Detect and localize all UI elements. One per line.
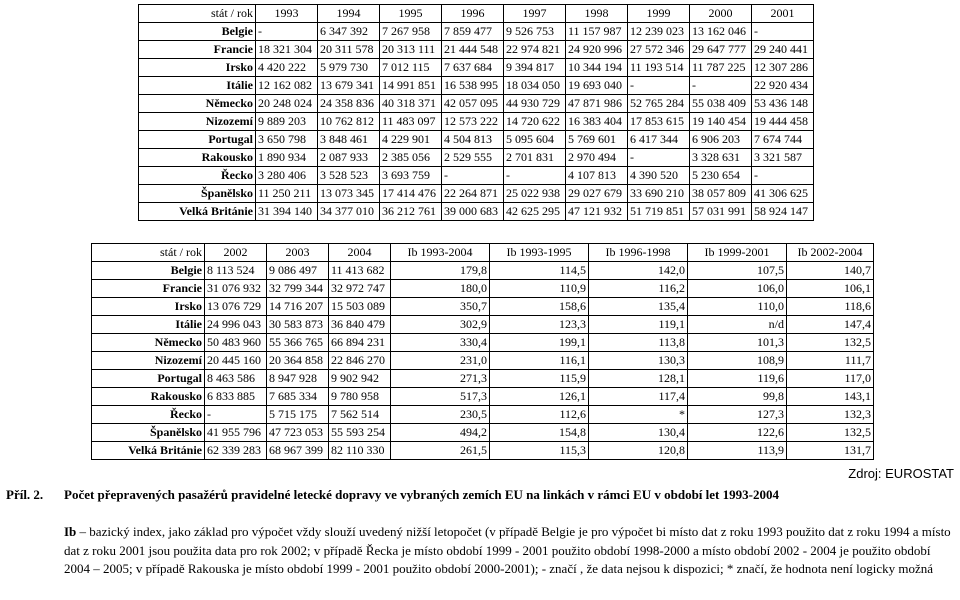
value-cell: 5 979 730 — [318, 59, 380, 77]
index-cell: 140,7 — [787, 262, 874, 280]
value-cell: 3 528 523 — [318, 167, 380, 185]
value-cell: 24 996 043 — [205, 316, 267, 334]
value-cell: 5 095 604 — [504, 131, 566, 149]
table2-column-header: 2002 — [205, 244, 267, 262]
value-cell: - — [690, 77, 752, 95]
table1-year-header: 1996 — [442, 5, 504, 23]
value-cell: 7 674 744 — [752, 131, 814, 149]
country-cell: Německo — [139, 95, 256, 113]
table2-column-header: Ib 1999-2001 — [688, 244, 787, 262]
country-cell: Velká Británie — [92, 442, 205, 460]
value-cell: 9 780 958 — [329, 388, 391, 406]
table1-year-header: 1998 — [566, 5, 628, 23]
country-cell: Řecko — [92, 406, 205, 424]
table-row — [139, 113, 814, 131]
index-cell: 120,8 — [589, 442, 688, 460]
index-cell: 106,0 — [688, 280, 787, 298]
index-cell: 230,5 — [391, 406, 490, 424]
index-cell: 132,5 — [787, 424, 874, 442]
value-cell: 34 377 010 — [318, 203, 380, 221]
value-cell: 7 637 684 — [442, 59, 504, 77]
index-cell: 350,7 — [391, 298, 490, 316]
table-row — [139, 149, 814, 167]
index-cell: 143,1 — [787, 388, 874, 406]
value-cell: 9 526 753 — [504, 23, 566, 41]
index-cell: 112,6 — [490, 406, 589, 424]
country-cell: Nizozemí — [139, 113, 256, 131]
value-cell: 7 012 115 — [380, 59, 442, 77]
value-cell: 8 947 928 — [267, 370, 329, 388]
value-cell: 5 230 654 — [690, 167, 752, 185]
value-cell: 47 121 932 — [566, 203, 628, 221]
value-cell: 18 321 304 — [256, 41, 318, 59]
value-cell: - — [504, 167, 566, 185]
value-cell: 13 679 341 — [318, 77, 380, 95]
value-cell: 20 364 858 — [267, 352, 329, 370]
value-cell: 3 848 461 — [318, 131, 380, 149]
index-cell: 115,3 — [490, 442, 589, 460]
value-cell: 5 769 601 — [566, 131, 628, 149]
index-cell: 107,5 — [688, 262, 787, 280]
table-row — [92, 352, 874, 370]
value-cell: 41 306 625 — [752, 185, 814, 203]
table-row — [92, 388, 874, 406]
value-cell: 4 107 813 — [566, 167, 628, 185]
source-note: Zdroj: EUROSTAT — [848, 466, 954, 481]
value-cell: 12 573 222 — [442, 113, 504, 131]
value-cell: - — [628, 77, 690, 95]
table-row — [92, 334, 874, 352]
country-cell: Portugal — [139, 131, 256, 149]
value-cell: 22 920 434 — [752, 77, 814, 95]
country-cell: Itálie — [92, 316, 205, 334]
value-cell: 39 000 683 — [442, 203, 504, 221]
table1-year-header: 1997 — [504, 5, 566, 23]
value-cell: 52 765 284 — [628, 95, 690, 113]
passengers-table-1993-2001 — [138, 4, 814, 221]
value-cell: 9 902 942 — [329, 370, 391, 388]
value-cell: 29 647 777 — [690, 41, 752, 59]
value-cell: 40 318 371 — [380, 95, 442, 113]
table-row — [139, 23, 814, 41]
passengers-table-2002-2004-indices — [91, 243, 874, 460]
index-cell: 116,1 — [490, 352, 589, 370]
value-cell: 27 572 346 — [628, 41, 690, 59]
table2-column-header: Ib 1996-1998 — [589, 244, 688, 262]
value-cell: 55 366 765 — [267, 334, 329, 352]
index-cell: n/d — [688, 316, 787, 334]
index-cell: 114,5 — [490, 262, 589, 280]
table-row — [139, 203, 814, 221]
value-cell: 19 693 040 — [566, 77, 628, 95]
index-cell: 135,4 — [589, 298, 688, 316]
table-row — [92, 262, 874, 280]
table-row — [92, 316, 874, 334]
value-cell: 4 504 813 — [442, 131, 504, 149]
table2-column-header: 2003 — [267, 244, 329, 262]
table2-corner-label: stát / rok — [92, 244, 205, 262]
value-cell: 22 974 821 — [504, 41, 566, 59]
index-cell: 101,3 — [688, 334, 787, 352]
country-cell: Portugal — [92, 370, 205, 388]
index-cell: 115,9 — [490, 370, 589, 388]
value-cell: 21 444 548 — [442, 41, 504, 59]
value-cell: 2 701 831 — [504, 149, 566, 167]
value-cell: 19 444 458 — [752, 113, 814, 131]
caption-note — [64, 523, 954, 579]
value-cell: 4 229 901 — [380, 131, 442, 149]
index-cell: 494,2 — [391, 424, 490, 442]
value-cell: 2 385 056 — [380, 149, 442, 167]
table2-column-header: Ib 1993-1995 — [490, 244, 589, 262]
value-cell: 11 157 987 — [566, 23, 628, 41]
index-cell: 158,6 — [490, 298, 589, 316]
value-cell: 10 762 812 — [318, 113, 380, 131]
value-cell: 51 719 851 — [628, 203, 690, 221]
table1-year-header: 1999 — [628, 5, 690, 23]
value-cell: 13 162 046 — [690, 23, 752, 41]
table1-year-header: 2001 — [752, 5, 814, 23]
value-cell: 29 027 679 — [566, 185, 628, 203]
value-cell: 47 723 053 — [267, 424, 329, 442]
value-cell: - — [256, 23, 318, 41]
value-cell: 9 394 817 — [504, 59, 566, 77]
index-cell: 119,1 — [589, 316, 688, 334]
note-text: – bazický index, jako základ pro výpočet vždy slouží uvedený nižší letopočet (v případě Belgie je pro výpočet bi místo dat z roku 1993 použito dat z roku 1994 a místo dat z roku 2001 jsou použita data pro rok 2002; v případě Řecka je místo období 1999 - 2001 použito období 1998-2000 a místo období 2002 - 2004 je použito období 2004 – 2005; v případě Rakouska je místo období 1999 - 2001 použito období 2000-2001); - značí , že data nejsou k dispozici; * značí, že hodnota není logicky možná — [64, 524, 951, 576]
value-cell: 16 383 404 — [566, 113, 628, 131]
value-cell: 16 538 995 — [442, 77, 504, 95]
index-cell: 113,8 — [589, 334, 688, 352]
table1-header-row — [139, 5, 814, 23]
value-cell: 22 846 270 — [329, 352, 391, 370]
index-cell: 117,4 — [589, 388, 688, 406]
index-cell: 180,0 — [391, 280, 490, 298]
value-cell: 29 240 441 — [752, 41, 814, 59]
index-cell: 117,0 — [787, 370, 874, 388]
value-cell: 12 162 082 — [256, 77, 318, 95]
country-cell: Belgie — [92, 262, 205, 280]
table2-header-row — [92, 244, 874, 262]
value-cell: 11 193 514 — [628, 59, 690, 77]
table-row — [139, 95, 814, 113]
value-cell: 3 280 406 — [256, 167, 318, 185]
value-cell: 20 248 024 — [256, 95, 318, 113]
value-cell: 2 087 933 — [318, 149, 380, 167]
value-cell: 6 906 203 — [690, 131, 752, 149]
value-cell: 42 057 095 — [442, 95, 504, 113]
value-cell: 7 859 477 — [442, 23, 504, 41]
country-cell: Irsko — [92, 298, 205, 316]
value-cell: 66 894 231 — [329, 334, 391, 352]
value-cell: 55 593 254 — [329, 424, 391, 442]
value-cell: 3 328 631 — [690, 149, 752, 167]
index-cell: 119,6 — [688, 370, 787, 388]
appendix-label: Příl. 2. — [6, 487, 44, 502]
country-cell: Rakousko — [139, 149, 256, 167]
value-cell: 3 321 587 — [752, 149, 814, 167]
country-cell: Španělsko — [92, 424, 205, 442]
table-row — [92, 442, 874, 460]
index-cell: 179,8 — [391, 262, 490, 280]
value-cell: - — [752, 167, 814, 185]
country-cell: Nizozemí — [92, 352, 205, 370]
value-cell: 20 311 578 — [318, 41, 380, 59]
value-cell: 25 022 938 — [504, 185, 566, 203]
value-cell: 17 853 615 — [628, 113, 690, 131]
value-cell: 8 463 586 — [205, 370, 267, 388]
index-cell: 142,0 — [589, 262, 688, 280]
value-cell: 33 690 210 — [628, 185, 690, 203]
table-row — [139, 59, 814, 77]
value-cell: 10 344 194 — [566, 59, 628, 77]
value-cell: 15 503 089 — [329, 298, 391, 316]
value-cell: 12 239 023 — [628, 23, 690, 41]
table2-column-header: 2004 — [329, 244, 391, 262]
value-cell: 9 086 497 — [267, 262, 329, 280]
index-cell: 231,0 — [391, 352, 490, 370]
value-cell: 44 930 729 — [504, 95, 566, 113]
table-row — [92, 298, 874, 316]
value-cell: 82 110 330 — [329, 442, 391, 460]
value-cell: 2 970 494 — [566, 149, 628, 167]
value-cell: 11 787 225 — [690, 59, 752, 77]
index-cell: 517,3 — [391, 388, 490, 406]
value-cell: 1 890 934 — [256, 149, 318, 167]
value-cell: 6 347 392 — [318, 23, 380, 41]
value-cell: 20 313 111 — [380, 41, 442, 59]
value-cell: 32 799 344 — [267, 280, 329, 298]
value-cell: 14 716 207 — [267, 298, 329, 316]
index-cell: 330,4 — [391, 334, 490, 352]
value-cell: - — [205, 406, 267, 424]
value-cell: 13 076 729 — [205, 298, 267, 316]
table-row — [92, 280, 874, 298]
index-cell: 118,6 — [787, 298, 874, 316]
index-cell: 110,9 — [490, 280, 589, 298]
index-cell: 110,0 — [688, 298, 787, 316]
country-cell: Rakousko — [92, 388, 205, 406]
country-cell: Francie — [139, 41, 256, 59]
value-cell: 20 445 160 — [205, 352, 267, 370]
value-cell: 3 650 798 — [256, 131, 318, 149]
value-cell: 57 031 991 — [690, 203, 752, 221]
index-cell: 128,1 — [589, 370, 688, 388]
table-row — [92, 424, 874, 442]
value-cell: 19 140 454 — [690, 113, 752, 131]
value-cell: 9 889 203 — [256, 113, 318, 131]
value-cell: 36 212 761 — [380, 203, 442, 221]
value-cell: 11 483 097 — [380, 113, 442, 131]
caption-title: Počet přepravených pasažérů pravidelné letecké dopravy ve vybraných zemích EU na linkách v rámci EU v období let 1993-2004 — [64, 487, 779, 502]
value-cell: 41 955 796 — [205, 424, 267, 442]
table1-year-header: 1993 — [256, 5, 318, 23]
value-cell: 2 529 555 — [442, 149, 504, 167]
value-cell: 32 972 747 — [329, 280, 391, 298]
table1-year-header: 1994 — [318, 5, 380, 23]
table-row — [139, 131, 814, 149]
country-cell: Belgie — [139, 23, 256, 41]
index-cell: * — [589, 406, 688, 424]
value-cell: 58 924 147 — [752, 203, 814, 221]
value-cell: 31 076 932 — [205, 280, 267, 298]
value-cell: 42 625 295 — [504, 203, 566, 221]
value-cell: 14 991 851 — [380, 77, 442, 95]
country-cell: Velká Británie — [139, 203, 256, 221]
table2-column-header: Ib 2002-2004 — [787, 244, 874, 262]
index-cell: 261,5 — [391, 442, 490, 460]
value-cell: 18 034 050 — [504, 77, 566, 95]
index-cell: 199,1 — [490, 334, 589, 352]
country-cell: Řecko — [139, 167, 256, 185]
index-cell: 116,2 — [589, 280, 688, 298]
index-cell: 123,3 — [490, 316, 589, 334]
index-cell: 132,5 — [787, 334, 874, 352]
table-row — [139, 185, 814, 203]
value-cell: 6 833 885 — [205, 388, 267, 406]
value-cell: 55 038 409 — [690, 95, 752, 113]
table-row — [139, 77, 814, 95]
country-cell: Francie — [92, 280, 205, 298]
index-cell: 99,8 — [688, 388, 787, 406]
index-cell: 108,9 — [688, 352, 787, 370]
index-cell: 111,7 — [787, 352, 874, 370]
index-cell: 154,8 — [490, 424, 589, 442]
table-row — [92, 370, 874, 388]
value-cell: 12 307 286 — [752, 59, 814, 77]
table-row — [92, 406, 874, 424]
index-cell: 271,3 — [391, 370, 490, 388]
value-cell: - — [752, 23, 814, 41]
index-cell: 126,1 — [490, 388, 589, 406]
value-cell: 68 967 399 — [267, 442, 329, 460]
table1-year-header: 2000 — [690, 5, 752, 23]
value-cell: 50 483 960 — [205, 334, 267, 352]
value-cell: 62 339 283 — [205, 442, 267, 460]
value-cell: 8 113 524 — [205, 262, 267, 280]
value-cell: 5 715 175 — [267, 406, 329, 424]
value-cell: 30 583 873 — [267, 316, 329, 334]
index-cell: 127,3 — [688, 406, 787, 424]
value-cell: 4 420 222 — [256, 59, 318, 77]
value-cell: 11 413 682 — [329, 262, 391, 280]
index-cell: 131,7 — [787, 442, 874, 460]
value-cell: 24 358 836 — [318, 95, 380, 113]
country-cell: Itálie — [139, 77, 256, 95]
country-cell: Německo — [92, 334, 205, 352]
table1-corner-label: stát / rok — [139, 5, 256, 23]
index-cell: 130,3 — [589, 352, 688, 370]
table-row — [139, 41, 814, 59]
value-cell: - — [628, 149, 690, 167]
value-cell: 47 871 986 — [566, 95, 628, 113]
index-cell: 147,4 — [787, 316, 874, 334]
index-cell: 302,9 — [391, 316, 490, 334]
value-cell: 7 562 514 — [329, 406, 391, 424]
index-cell: 122,6 — [688, 424, 787, 442]
value-cell: 24 920 996 — [566, 41, 628, 59]
value-cell: 17 414 476 — [380, 185, 442, 203]
value-cell: 53 436 148 — [752, 95, 814, 113]
country-cell: Irsko — [139, 59, 256, 77]
value-cell: 36 840 479 — [329, 316, 391, 334]
value-cell: - — [442, 167, 504, 185]
index-cell: 132,3 — [787, 406, 874, 424]
value-cell: 7 267 958 — [380, 23, 442, 41]
value-cell: 11 250 211 — [256, 185, 318, 203]
value-cell: 6 417 344 — [628, 131, 690, 149]
note-term: Ib — [64, 524, 77, 539]
value-cell: 22 264 871 — [442, 185, 504, 203]
value-cell: 4 390 520 — [628, 167, 690, 185]
table1-year-header: 1995 — [380, 5, 442, 23]
value-cell: 7 685 334 — [267, 388, 329, 406]
table-row — [139, 167, 814, 185]
index-cell: 130,4 — [589, 424, 688, 442]
value-cell: 38 057 809 — [690, 185, 752, 203]
index-cell: 106,1 — [787, 280, 874, 298]
value-cell: 3 693 759 — [380, 167, 442, 185]
value-cell: 31 394 140 — [256, 203, 318, 221]
index-cell: 113,9 — [688, 442, 787, 460]
value-cell: 13 073 345 — [318, 185, 380, 203]
value-cell: 14 720 622 — [504, 113, 566, 131]
table2-column-header: Ib 1993-2004 — [391, 244, 490, 262]
country-cell: Španělsko — [139, 185, 256, 203]
